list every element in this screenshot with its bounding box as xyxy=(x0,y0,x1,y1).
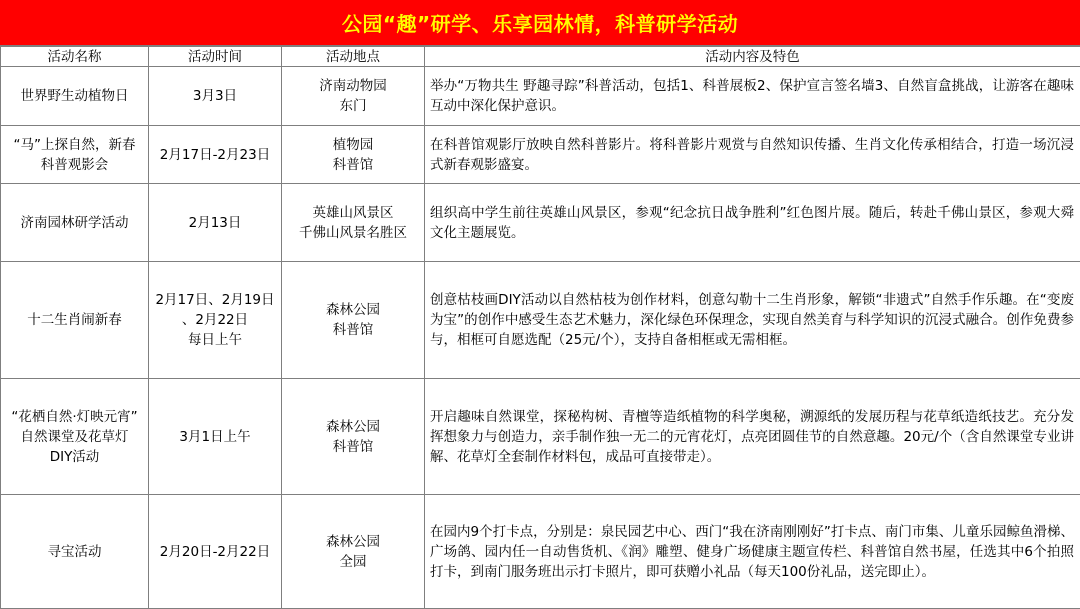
activity-place-line: 全园 xyxy=(339,553,367,570)
activity-name-line: 济南园林研学活动 xyxy=(20,214,129,231)
activity-place-line: 植物园 xyxy=(332,136,374,153)
activity-place-line: 森林公园 xyxy=(326,533,380,550)
activity-content-cell: 开启趣味自然课堂，探秘构树、青檀等造纸植物的科学奥秘，溯源纸的发展历程与花草纸造纸技艺。充分发挥想象力与创造力，亲手制作独一无二的元宵花灯，点亮团圆佳节的自然意趣。20元/个（含自然课堂专业讲解、花草灯全套制作材料包，成品可直接带走）。 xyxy=(425,379,1080,495)
activity-name-line: DIY活动 xyxy=(49,448,100,465)
table-row xyxy=(1,126,1080,184)
activity-place-cell xyxy=(282,126,425,184)
header-activity-time: 活动时间 xyxy=(149,47,282,67)
activity-place-cell xyxy=(282,67,425,126)
activity-name-cell xyxy=(1,184,149,262)
activity-place-line: 科普馆 xyxy=(332,438,374,455)
activity-time-cell xyxy=(149,126,282,184)
activity-name-line: 自然课堂及花草灯 xyxy=(20,428,129,445)
activity-name-cell xyxy=(1,495,149,609)
activity-time-line: 2月20日-2月22日 xyxy=(159,543,271,560)
activity-name-line: 科普观影会 xyxy=(40,156,109,173)
activity-time-cell xyxy=(149,67,282,126)
activity-name-line: 寻宝活动 xyxy=(47,543,102,560)
activity-time-cell xyxy=(149,379,282,495)
activity-name-cell xyxy=(1,126,149,184)
activity-place-line: 森林公园 xyxy=(326,302,380,318)
activity-place-line: 千佛山风景名胜区 xyxy=(299,224,407,241)
activity-name-cell xyxy=(1,262,149,379)
activity-place-line: 济南动物园 xyxy=(319,78,387,94)
sheet-title: 公园“趣”研学、乐享园林情，科普研学活动 xyxy=(0,0,1080,46)
activity-time-line: 2月17日、2月19日 xyxy=(155,292,275,308)
activity-name-line: 十二生肖闹新春 xyxy=(27,312,122,328)
activity-place-line: 科普馆 xyxy=(332,156,374,173)
header-activity-name: 活动名称 xyxy=(1,47,149,67)
activity-place-line: 科普馆 xyxy=(332,322,374,338)
header-activity-place: 活动地点 xyxy=(282,47,425,67)
table-row xyxy=(1,379,1080,495)
activity-content-cell: 创意枯枝画DIY活动以自然枯枝为创作材料，创意勾勒十二生肖形象，解锁“非遗式”自然手作乐趣。在“变废为宝”的创作中感受生态艺术魅力，深化绿色环保理念，实现自然美育与科学知识的沉浸式融合。创作免费参与，相框可自愿选配（25元/个），支持自备相框或无需相框。 xyxy=(425,262,1080,379)
activity-time-line: 2月13日 xyxy=(188,214,242,231)
activity-time-line: 3月3日 xyxy=(192,88,238,104)
activity-content-cell: 举办“万物共生 野趣寻踪”科普活动，包括1、科普展板2、保护宣言签名墙3、自然盲盒挑战，让游客在趣味互动中深化保护意识。 xyxy=(425,67,1080,126)
activity-table xyxy=(0,46,1080,609)
activity-time-line: 3月1日上午 xyxy=(179,428,251,445)
activity-place-cell xyxy=(282,495,425,609)
header-row xyxy=(1,47,1080,67)
activity-time-line: 每日上午 xyxy=(188,332,242,348)
header-activity-content: 活动内容及特色 xyxy=(425,47,1080,67)
activity-name-line: 世界野生动植物日 xyxy=(20,88,129,104)
activity-place-line: 英雄山风景区 xyxy=(312,204,394,221)
activity-content-cell: 在园内9个打卡点，分别是：泉民园艺中心、西门“我在济南刚刚好”打卡点、南门市集、儿童乐园鲸鱼滑梯、广场鸽、园内任一自动售货机、《润》雕塑、健身广场健康主题宣传栏、科普馆自然书屋，任选其中6个拍照打卡，到南门服务班出示打卡照片，即可获赠小礼品（每天100份礼品，送完即止）。 xyxy=(425,495,1080,609)
table-row xyxy=(1,67,1080,126)
activity-name-line: “马”上探自然，新春 xyxy=(13,136,136,153)
activity-time-line: 、2月22日 xyxy=(181,312,249,328)
activity-name-cell xyxy=(1,379,149,495)
table-row xyxy=(1,495,1080,609)
activity-place-line: 东门 xyxy=(339,98,367,114)
table-row xyxy=(1,262,1080,379)
activity-name-cell xyxy=(1,67,149,126)
activity-place-cell xyxy=(282,379,425,495)
activity-content-cell: 在科普馆观影厅放映自然科普影片。将科普影片观赏与自然知识传播、生肖文化传承相结合，打造一场沉浸式新春观影盛宴。 xyxy=(425,126,1080,184)
activity-place-cell xyxy=(282,262,425,379)
table-row xyxy=(1,184,1080,262)
activity-time-cell xyxy=(149,184,282,262)
activity-time-cell xyxy=(149,262,282,379)
activity-content-cell: 组织高中学生前往英雄山风景区，参观“纪念抗日战争胜利”红色图片展。随后，转赴千佛山景区，参观大舜文化主题展览。 xyxy=(425,184,1080,262)
activity-time-cell xyxy=(149,495,282,609)
activity-place-line: 森林公园 xyxy=(326,418,380,435)
activity-time-line: 2月17日-2月23日 xyxy=(159,146,271,163)
activity-place-cell xyxy=(282,184,425,262)
activity-name-line: “花栖自然·灯映元宵” xyxy=(11,408,138,425)
